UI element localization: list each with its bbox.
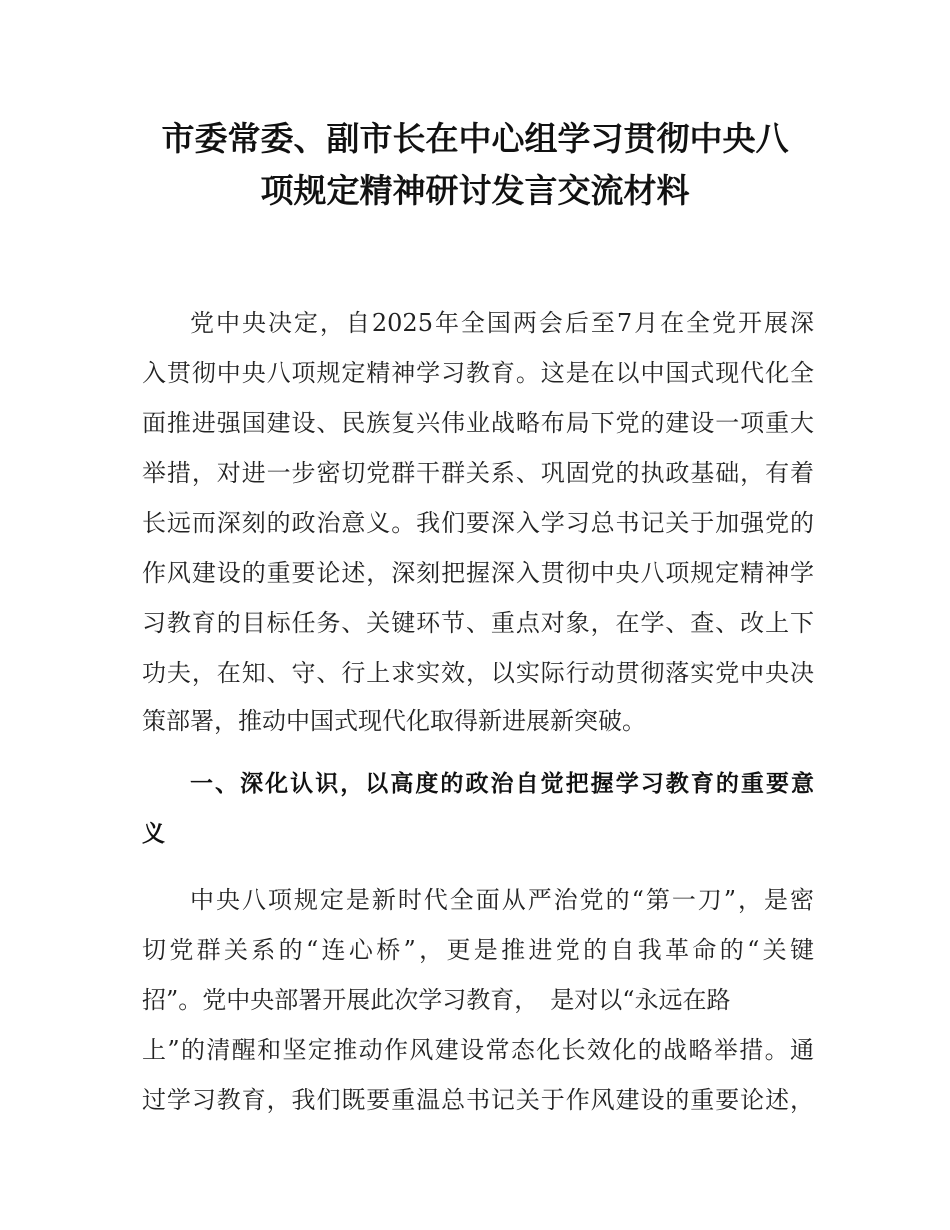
paragraph-2-line: 过学习教育，我们既要重温总书记关于作风建设的重要论述， [142, 1086, 814, 1114]
paragraph-2-line: 上”的清醒和坚定推动作风建设常态化长效化的战略举措。通 [142, 1036, 814, 1064]
section-heading-1-continued: 义 [142, 821, 165, 847]
paragraph-1-line: 作风建设的重要论述，深刻把握深入贯彻中央八项规定精神学 [142, 559, 814, 587]
paragraph-2-line: 招”。党中央部署开展此次学习教育， 是对以“永远在路 [142, 986, 731, 1014]
paragraph-1-line: 习教育的目标任务、关键环节、重点对象，在学、查、改上下 [142, 609, 814, 637]
paragraph-1-line: 策部署，推动中国式现代化取得新进展新突破。 [142, 707, 646, 735]
paragraph-1-line: 入贯彻中央八项规定精神学习教育。这是在以中国式现代化全 [142, 359, 814, 387]
section-heading-1: 一、深化认识，以高度的政治自觉把握学习教育的重要意 [190, 771, 814, 797]
paragraph-1-line: 长远而深刻的政治意义。我们要深入学习总书记关于加强党的 [142, 509, 814, 537]
paragraph-1-line: 面推进强国建设、民族复兴伟业战略布局下党的建设一项重大 [142, 409, 814, 437]
paragraph-2-line: 中央八项规定是新时代全面从严治党的“第一刀”，是密 [190, 886, 814, 914]
document-title [140, 113, 810, 217]
paragraph-2-line: 切党群关系的“连心桥”，更是推进党的自我革命的“关键 [142, 936, 814, 964]
paragraph-1-line: 功夫，在知、守、行上求实效，以实际行动贯彻落实党中央决 [142, 659, 814, 687]
title-line-2: 项规定精神研讨发言交流材料 [260, 171, 690, 210]
paragraph-1-line: 举措，对进一步密切党群干群关系、巩固党的执政基础，有着 [142, 459, 814, 487]
paragraph-1-line: 党中央决定，自2025年全国两会后至7月在全党开展深 [190, 309, 814, 337]
title-line-1: 市委常委、副市长在中心组学习贯彻中央八 [161, 119, 789, 158]
